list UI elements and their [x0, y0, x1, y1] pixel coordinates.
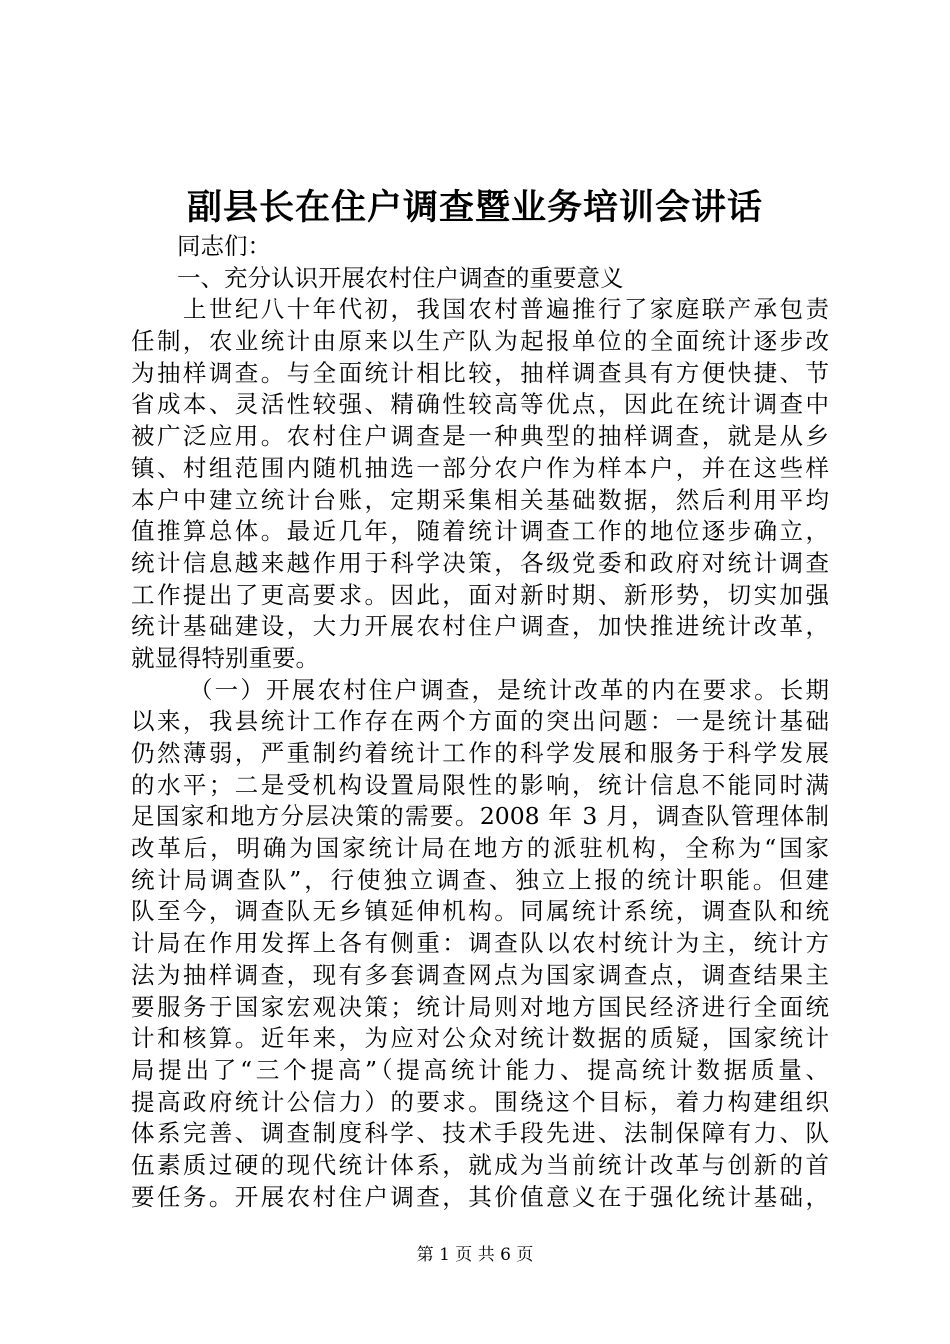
paragraph-line: 的水平；二是受机构设置局限性的影响，统计信息不能同时满 [131, 770, 829, 799]
paragraph-line: 伍素质过硬的现代统计体系，就成为当前统计改革与创新的首 [131, 1150, 829, 1179]
paragraph-line: 提高政府统计公信力）的要求。围绕这个目标，着力构建组织 [131, 1087, 829, 1116]
paragraph-line: 计局在作用发挥上各有侧重：调查队以农村统计为主，统计方 [131, 929, 829, 958]
paragraph-line: 统计局调查队”，行使独立调查、独立上报的统计职能。但建 [131, 865, 829, 894]
paragraph-line: 就显得特别重要。 [131, 643, 319, 672]
paragraph-line: 局提出了“三个提高”（提高统计能力、提高统计数据质量、 [131, 1055, 829, 1084]
paragraph-line: 上世纪八十年代初，我国农村普遍推行了家庭联产承包责 [183, 295, 829, 324]
document-title: 副县长在住户调查暨业务培训会讲话 [186, 187, 763, 228]
paragraph-line: 被广泛应用。农村住户调查是一种典型的抽样调查，就是从乡 [131, 422, 829, 451]
subsection-line: （一）开展农村住户调查，是统计改革的内在要求。长期 [189, 675, 829, 704]
paragraph-line: 要服务于国家宏观决策；统计局则对地方国民经济进行全面统 [131, 992, 829, 1021]
paragraph-line: 镇、村组范围内随机抽选一部分农户作为样本户，并在这些样 [131, 453, 829, 482]
paragraph-line: 法为抽样调查，现有多套调查网点为国家调查点，调查结果主 [131, 960, 829, 989]
paragraph-line: 统计信息越来越作用于科学决策，各级党委和政府对统计调查 [131, 548, 829, 577]
paragraph-line: 本户中建立统计台账，定期采集相关基础数据，然后利用平均 [131, 485, 829, 514]
page-number-footer: 第 1 页 共 6 页 [416, 1245, 534, 1265]
section-heading-1: 一、充分认识开展农村住户调查的重要意义 [177, 263, 624, 292]
document-body [131, 231, 829, 1213]
paragraph-line: 以来，我县统计工作存在两个方面的突出问题：一是统计基础 [131, 707, 829, 736]
paragraph-line: 仍然薄弱，严重制约着统计工作的科学发展和服务于科学发展 [131, 739, 829, 767]
paragraph-line: 统计基础建设，大力开展农村住户调查，加快推进统计改革， [131, 612, 829, 641]
salutation-line: 同志们： [177, 232, 271, 260]
paragraph-line: 工作提出了更高要求。因此，面对新时期、新形势，切实加强 [131, 580, 829, 609]
paragraph-line: 体系完善、调查制度科学、技术手段先进、法制保障有力、队 [131, 1119, 829, 1148]
paragraph-line: 任制，农业统计由原来以生产队为起报单位的全面统计逐步改 [131, 327, 829, 356]
paragraph-line: 值推算总体。最近几年，随着统计调查工作的地位逐步确立， [131, 517, 829, 546]
paragraph-line: 足国家和地方分层决策的需要。2008 年 3 月，调查队管理体制 [131, 802, 829, 831]
paragraph-line: 要任务。开展农村住户调查，其价值意义在于强化统计基础， [131, 1182, 829, 1211]
paragraph-line: 改革后，明确为国家统计局在地方的派驻机构，全称为“国家 [131, 834, 829, 863]
paragraph-line: 省成本、灵活性较强、精确性较高等优点，因此在统计调查中 [131, 390, 829, 419]
paragraph-line: 为抽样调查。与全面统计相比较，抽样调查具有方便快捷、节 [131, 358, 829, 387]
paragraph-line: 队至今，调查队无乡镇延伸机构。同属统计系统，调查队和统 [131, 897, 829, 926]
paragraph-line: 计和核算。近年来，为应对公众对统计数据的质疑，国家统计 [131, 1024, 829, 1053]
